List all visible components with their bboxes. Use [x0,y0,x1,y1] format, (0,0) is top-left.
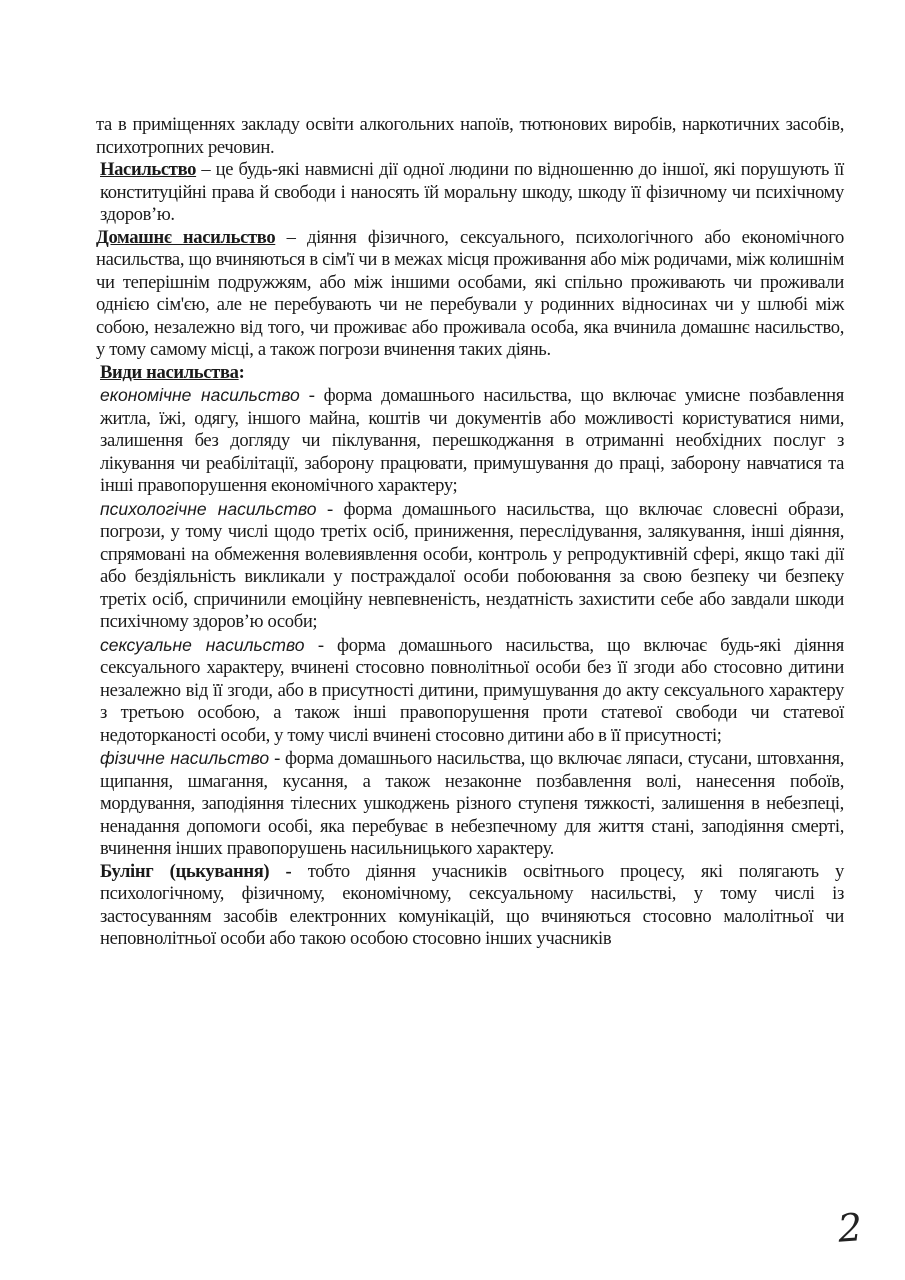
definition-violence [96,159,844,227]
handwritten-page-number: 2 [836,1205,864,1251]
term-violence: Насильство [100,159,197,180]
definition-sexual-violence [96,634,844,748]
term-physical-violence: фізичне насильство [100,748,270,768]
heading-colon: : [238,361,245,383]
term-economic-violence: економічне насильство [100,385,300,405]
term-psychological-violence: психологічне насильство [100,498,317,519]
definition-text: - форма домашнього насильства, що включає ляпаси, стусани, штовхання, щипання, шмагання, кусання, а також незаконне позбавлення волі, нанесення побоїв, мордування, заподіяння тілесних ушкоджень різного ступеня тяжкості, залишення в небезпеці, ненадання допомоги особі, яка перебуває в небезпечному для життя стані, заподіяння смерті, вчинення інших правопорушень насильницького характеру. [100,748,845,859]
definition-text: - форма домашнього насильства, що включає будь-які діяння сексуального характеру, вчинені стосовно повнолітньої особи без її згоди або стосовно дитини незалежно від її згоди, або в присутності дитини, примушування до акту сексуального характеру з третьою особою, а також інші правопорушення проти статевої свободи чи статевої недоторканості особи, у тому числі вчинені стосовно дитини або в її присутності; [100,634,844,746]
term-domestic-violence: Домашнє насильство [96,226,276,248]
definition-text: – діяння фізичного, сексуального, психологічного або економічного насильства, що вчиняються в сім'ї чи в межах місця проживання або між родичами, між колишнім чи теперішнім подружжям, або між іншими особами, які спільно проживають чи проживали однією сім'єю, але не перебувають чи не перебували у родинних відносинах чи у шлюбі між собою, незалежно від того, чи проживає або проживала особа, яка вчинила домашнє насильство, у тому самому місці, а також погрози вчинення таких діянь. [96,226,845,360]
term-sexual-violence: сексуальне насильство [100,634,305,655]
definition-psychological-violence [96,498,844,634]
term-dash: - [269,860,292,882]
definition-domestic-violence [96,227,844,362]
definition-text: - форма домашнього насильства, що включає словесні образи, погрози, у тому числі щодо третіх осіб, приниження, переслідування, залякування, інші діяння, спрямовані на обмеження волевиявлення особи, контроль у репродуктивній сфері, якщо такі дії або бездіяльність викликали у постраждалої особи побоювання за свою безпеку чи безпеку третіх осіб, спричинили емоційну невпевненість, нездатність захистити себе або завдали шкоди психічному здоров’ю особи; [100,498,844,632]
document-page [96,114,844,951]
paragraph-text: та в приміщеннях закладу освіти алкогольних напоїв, тютюнових виробів, наркотичних засобів, психотропних речовин. [96,114,844,158]
paragraph-continuation [96,114,844,159]
heading-types-of-violence: Види насильства [100,361,239,383]
definition-text: тобто діяння учасників освітнього процесу, які полягають у психологічному, фізичному, економічному, сексуальному насильстві, у тому числі із застосуванням засобів електронних комунікацій, що вчиняються стосовно малолітньої чи неповнолітньої особи або такою особою стосовно інших учасників [100,860,844,949]
definition-bullying [96,861,844,951]
term-bullying: Булінг (цькування) [100,860,270,882]
definition-economic-violence [96,384,844,498]
section-heading-types [96,362,844,385]
definition-text: - форма домашнього насильства, що включає умисне позбавлення житла, їжі, одягу, іншого майна, коштів чи документів або можливості користуватися ними, залишення без догляду чи піклування, перешкоджання в отриманні необхідних послуг з лікування чи реабілітації, заборону працювати, примушування до праці, заборону навчатися та інші правопорушення економічного характеру; [100,385,844,496]
definition-physical-violence [96,747,844,861]
definition-text: – це будь-які навмисні дії одної людини по відношенню до іншої, які порушують її конституційні права й свободи і наносять їй моральну шкоду, шкоду її фізичному чи психічному здоров’ю. [100,159,844,225]
